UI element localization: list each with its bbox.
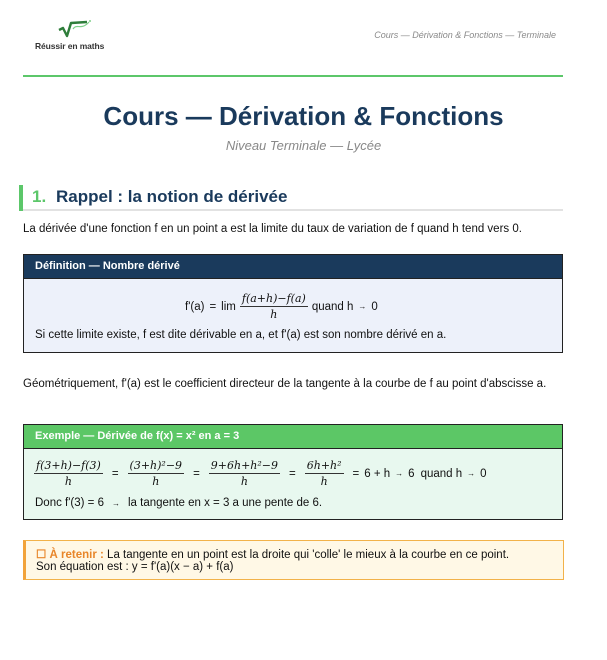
note-label: À retenir : — [49, 549, 104, 561]
arrow-icon: → — [395, 469, 404, 478]
conclusion-text: la tangente en x = 3 a une pente de 6. — [128, 497, 323, 509]
limit-result: 6 — [408, 467, 415, 480]
geometry-paragraph: Géométriquement, f'(a) est le coefficient directeur de la tangente à la courbe de f au point d'abscisse a. — [23, 378, 547, 390]
example-conclusion — [35, 497, 322, 509]
fraction-1 — [34, 459, 103, 488]
fraction-numerator: 9+6h+h²−9 — [210, 459, 279, 472]
key-point-box — [23, 540, 564, 580]
difference-quotient — [240, 292, 308, 321]
equals-sign: = — [111, 467, 119, 480]
fraction-numerator: f(a+h)−f(a) — [241, 292, 306, 305]
limit-condition: quand h — [311, 300, 354, 313]
equals-sign: = — [209, 300, 217, 313]
fraction-numerator: f(3+h)−f(3) — [36, 459, 101, 472]
fraction-denominator: h — [320, 475, 328, 488]
fraction-numerator: 6h+h² — [306, 459, 342, 472]
intro-paragraph: La dérivée d'une fonction f en un point a est la limite du taux de variation de f quand h tend vers 0. — [23, 223, 522, 235]
page-header — [23, 0, 563, 77]
section-divider — [23, 209, 563, 211]
header-divider — [23, 75, 563, 77]
simplified-expression: 6 + h — [364, 467, 391, 480]
limit-target: 0 — [371, 300, 378, 313]
section-heading — [19, 185, 563, 211]
definition-heading: Définition — Nombre dérivé — [24, 255, 562, 279]
tangent-equation: Son équation est : y = f'(a)(x − a) + f(a) — [36, 561, 234, 573]
fraction-numerator: (3+h)²−9 — [129, 459, 183, 472]
sqrt-logo-icon — [57, 19, 93, 39]
limit-target: 0 — [480, 467, 487, 480]
logo — [35, 19, 115, 55]
formula-lhs: f'(a) — [185, 300, 205, 313]
checkbox-icon: ☐ — [36, 549, 47, 561]
fraction-4 — [305, 459, 344, 488]
definition-box — [23, 254, 563, 353]
example-box — [23, 424, 563, 520]
conclusion-value: Donc f'(3) = 6 — [35, 497, 104, 509]
section-number: 1. — [32, 187, 47, 206]
example-heading: Exemple — Dérivée de f(x) = x² en a = 3 — [24, 425, 562, 449]
fraction-denominator: h — [240, 475, 248, 488]
fraction-2 — [128, 459, 185, 488]
logo-text: Réussir en maths — [35, 41, 105, 51]
section-title: Rappel : la notion de dérivée — [56, 187, 288, 206]
equals-sign: = — [289, 467, 296, 480]
lim-operator: lim — [221, 300, 236, 313]
derivative-formula — [185, 292, 378, 321]
equals-sign: = — [193, 467, 200, 480]
arrow-icon: → — [467, 469, 476, 478]
fraction-denominator: h — [270, 308, 278, 321]
limit-condition: quand h — [420, 467, 463, 480]
fraction-denominator: h — [64, 475, 72, 488]
definition-body — [24, 279, 562, 352]
note-text: La tangente en un point est la droite qui 'colle' le mieux à la courbe en ce point. — [107, 549, 510, 561]
example-body — [24, 449, 562, 519]
equals-sign: = — [352, 467, 360, 480]
running-title: Cours — Dérivation & Fonctions — Terminale — [374, 30, 556, 40]
section-accent-bar — [19, 185, 23, 211]
example-calculation — [34, 459, 487, 488]
arrow-icon: → — [358, 302, 367, 311]
page-title: Cours — Dérivation & Fonctions — [103, 101, 504, 131]
fraction-3 — [209, 459, 280, 488]
definition-text: Si cette limite existe, f est dite dérivable en a, et f'(a) est son nombre dérivé en a. — [35, 329, 447, 341]
fraction-denominator: h — [152, 475, 160, 488]
note-line-1 — [36, 547, 509, 561]
page-subtitle: Niveau Terminale — Lycée — [225, 138, 382, 153]
arrow-icon: → — [112, 498, 120, 508]
